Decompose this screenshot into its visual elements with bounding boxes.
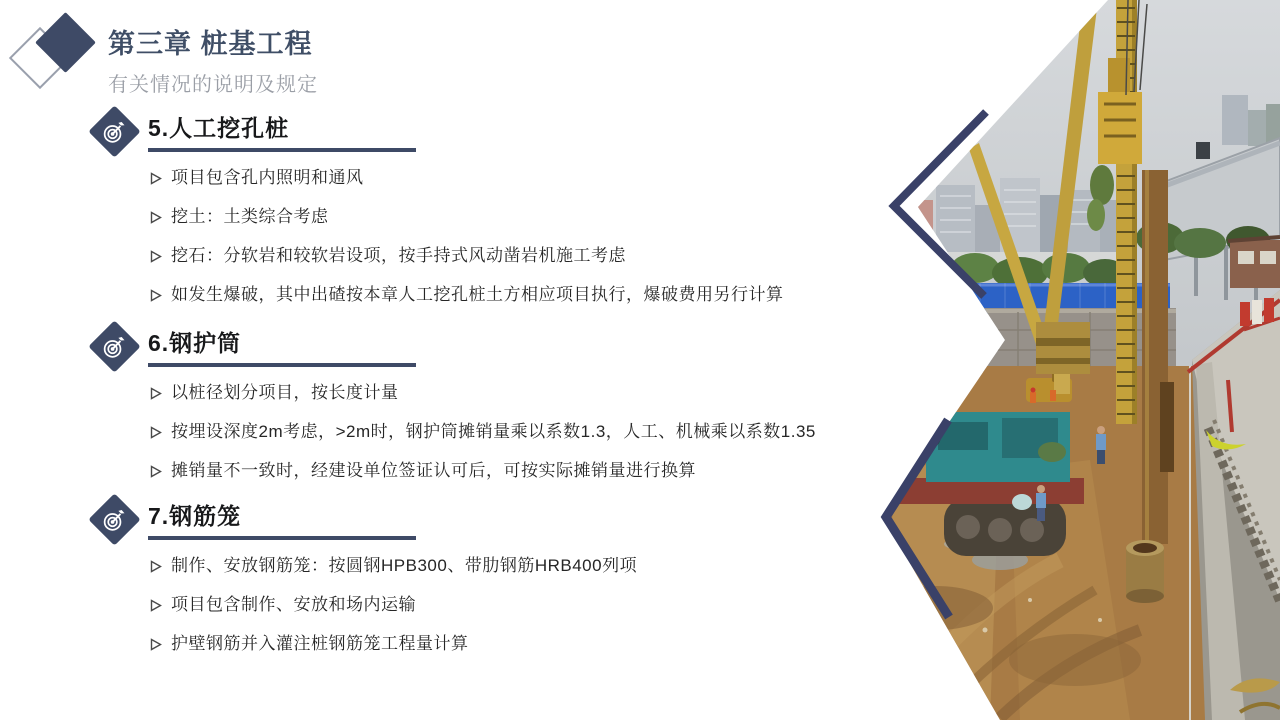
- bullet-item: 制作、安放钢筋笼：按圆钢HPB300、带肋钢筋HRB400列项: [150, 555, 833, 577]
- section-steel-casing: [88, 317, 833, 482]
- heading-underline: [148, 148, 416, 152]
- pile-column: [1142, 170, 1168, 544]
- steel-casing: [1126, 540, 1164, 603]
- bullet-list: [150, 555, 833, 655]
- section-rebar-cage: [88, 490, 833, 655]
- page-title: 第三章 桩基工程: [108, 29, 313, 59]
- section-title-wrap: [148, 325, 416, 367]
- section-head: [88, 317, 833, 375]
- bullet-item: 以桩径划分项目，按长度计量: [150, 382, 833, 404]
- section-title-wrap: [148, 110, 416, 152]
- arrow-bullet-icon: [150, 599, 162, 612]
- bullet-list: [150, 382, 833, 482]
- arrow-bullet-icon: [150, 211, 162, 224]
- section-heading: 5.人工挖孔桩: [148, 115, 290, 141]
- section-manual-dug-pile: [88, 102, 833, 306]
- arrow-bullet-icon: [150, 426, 162, 439]
- target-icon: [88, 493, 140, 545]
- bullet-list: [150, 167, 833, 306]
- arrow-bullet-icon: [150, 289, 162, 302]
- arrow-bullet-icon: [150, 387, 162, 400]
- page-subtitle: 有关情况的说明及规定: [108, 74, 318, 96]
- section-head: [88, 102, 833, 160]
- bullet-item: 项目包含制作、安放和场内运输: [150, 594, 833, 616]
- section-heading: 6.钢护筒: [148, 330, 242, 356]
- arrow-bullet-icon: [150, 172, 162, 185]
- bullet-item: 如发生爆破，其中出碴按本章人工挖孔桩土方相应项目执行，爆破费用另行计算: [150, 284, 833, 306]
- section-heading: 7.钢筋笼: [148, 503, 242, 529]
- target-icon: [88, 320, 140, 372]
- content-column: [88, 102, 833, 655]
- heading-underline: [148, 363, 416, 367]
- bullet-item: 挖土：土类综合考虑: [150, 206, 833, 228]
- arrow-bullet-icon: [150, 638, 162, 651]
- bullet-item: 项目包含孔内照明和通风: [150, 167, 833, 189]
- bullet-item: 按埋设深度2m考虑，>2m时，钢护筒摊销量乘以系数1.3，人工、机械乘以系数1.35: [150, 421, 833, 443]
- target-icon: [88, 105, 140, 157]
- arrow-bullet-icon: [150, 250, 162, 263]
- arrow-bullet-icon: [150, 465, 162, 478]
- section-head: [88, 490, 833, 548]
- bullet-item: 摊销量不一致时，经建设单位签证认可后，可按实际摊销量进行换算: [150, 460, 833, 482]
- bullet-item: 挖石：分软岩和较软岩设项，按手持式风动凿岩机施工考虑: [150, 245, 833, 267]
- bullet-item: 护壁钢筋并入灌注桩钢筋笼工程量计算: [150, 633, 833, 655]
- arrow-bullet-icon: [150, 560, 162, 573]
- section-title-wrap: [148, 498, 416, 540]
- heading-underline: [148, 536, 416, 540]
